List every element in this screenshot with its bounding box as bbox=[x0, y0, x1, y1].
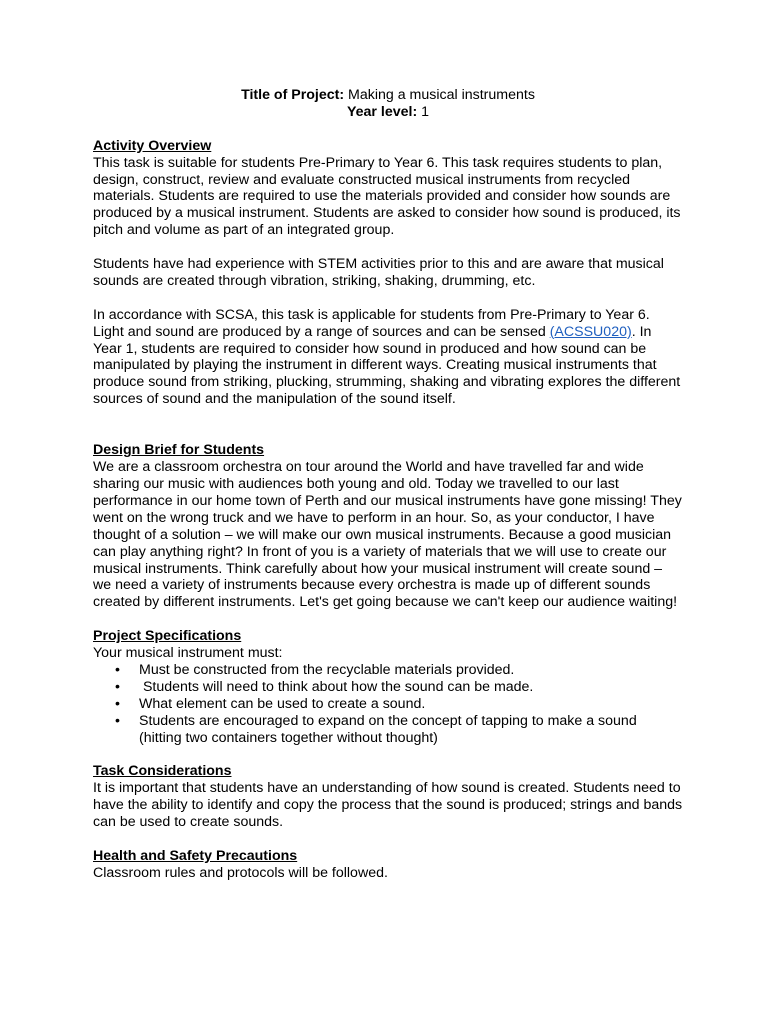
bullet-icon: • bbox=[115, 695, 120, 712]
health-safety-heading: Health and Safety Precautions bbox=[93, 847, 298, 864]
list-item bbox=[93, 713, 683, 747]
project-title-label: Title of Project: bbox=[241, 87, 345, 103]
design-brief-paragraph: We are a classroom orchestra on tour around the World and have travelled far and wide sharing our music with audiences both young and old. Today we travelled to our last performance in our home town of Perth and our musical instruments have gone missing! They went on the wrong truck and we have to perform in an hour. So, as your conductor, I have thought of a solution – we will make our own musical instruments. Because a good musician can play anything right? In front of you is a variety of materials that we will use to create our musical instruments. Think carefully about how your musical instrument will create sound – we need a variety of instruments because every orchestra is made up of different sounds created by different instruments. Let's get going because we can't keep our audience waiting! bbox=[93, 459, 682, 611]
project-specifications-heading: Project Specifications bbox=[93, 628, 242, 645]
year-level-value: 1 bbox=[421, 103, 430, 120]
acssu020-link[interactable]: (ACSSU020) bbox=[549, 323, 632, 340]
list-item-text: Students are encouraged to expand on the concept of tapping to make a sound (hitting two containers together without thought) bbox=[139, 712, 637, 746]
activity-overview-heading: Activity Overview bbox=[93, 137, 212, 154]
list-item-text: Students will need to think about how the sound can be made. bbox=[139, 678, 534, 695]
list-item bbox=[93, 696, 683, 713]
year-level-line bbox=[93, 104, 683, 121]
overview-paragraph-1: This task is suitable for students Pre-Primary to Year 6. This task requires students to plan, design, construct, review and evaluate constructed musical instruments from recycled materials. Students are required to use the materials provided and consider how sounds are produced by a musical instrument. Students are asked to consider how sound is produced, its pitch and volume as part of an integrated group. bbox=[93, 154, 681, 239]
bullet-icon: • bbox=[115, 661, 120, 678]
list-item bbox=[93, 679, 683, 696]
design-brief-heading: Design Brief for Students bbox=[93, 442, 265, 459]
overview-p3-text-before: In accordance with SCSA, this task is applicable for students from Pre-Primary to Year 6. Light and sound are produced by a range of sources and can be sensed bbox=[93, 306, 650, 340]
overview-paragraph-2: Students have had experience with STEM activities prior to this and are aware that musical sounds are created through vibration, striking, shaking, drumming, etc. bbox=[93, 256, 664, 289]
overview-paragraph-3 bbox=[93, 307, 683, 408]
list-item bbox=[93, 662, 683, 679]
task-considerations-heading: Task Considerations bbox=[93, 763, 232, 780]
year-level-label: Year level: bbox=[346, 103, 418, 120]
project-title-value: Making a musical instruments bbox=[348, 87, 535, 103]
list-item-text: What element can be used to create a sound. bbox=[139, 695, 426, 712]
health-safety-paragraph: Classroom rules and protocols will be followed. bbox=[93, 864, 388, 881]
bullet-icon: • bbox=[115, 712, 120, 729]
document-page bbox=[93, 87, 683, 882]
list-item-text: Must be constructed from the recyclable materials provided. bbox=[139, 661, 515, 678]
project-title-line bbox=[93, 87, 683, 104]
overview-p3-text-after: . In Year 1, students are required to consider how sound in produced and how sound can be manipulated by playing the instrument in different ways. Creating musical instruments that produce sound from striking, plucking, strumming, shaking and vibrating explores the different sources of sound and the manipulation of the sound itself. bbox=[93, 323, 681, 408]
task-considerations-paragraph: It is important that students have an understanding of how sound is created. Students need to have the ability to identify and copy the process that the sound is produced; strings and bands can be used to create sounds. bbox=[93, 780, 683, 831]
title-block bbox=[93, 87, 683, 121]
specifications-list bbox=[93, 662, 683, 747]
bullet-icon: • bbox=[115, 678, 120, 695]
specifications-intro: Your musical instrument must: bbox=[93, 645, 283, 662]
